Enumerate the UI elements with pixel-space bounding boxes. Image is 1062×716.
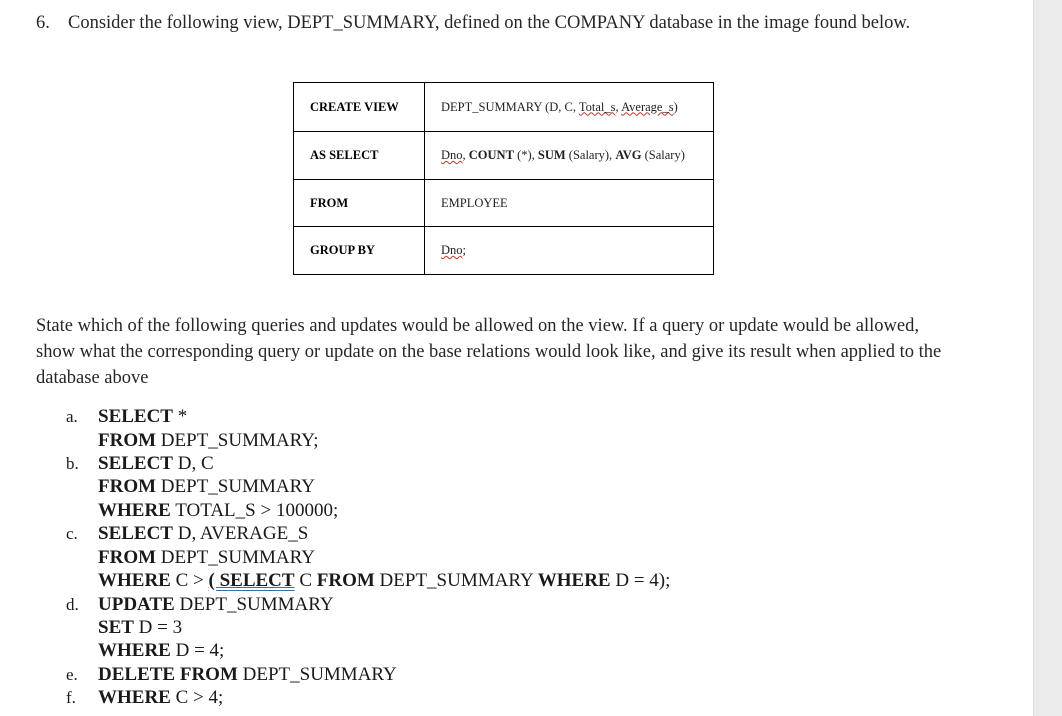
item-label: b. [66, 454, 79, 473]
table-keyword: CREATE VIEW [294, 83, 425, 132]
query-line: WHERE TOTAL_S > 100000; [98, 500, 339, 521]
table-value: DEPT_SUMMARY (D, C, Total_s, Average_s) [425, 83, 714, 132]
query-line: WHERE D = 4; [98, 640, 225, 661]
table-row [294, 180, 714, 227]
item-label: d. [66, 595, 79, 614]
table-row [294, 83, 714, 132]
table-row [294, 132, 714, 180]
query-line: DELETE FROM DEPT_SUMMARY [98, 664, 397, 685]
table-keyword: GROUP BY [294, 227, 425, 275]
query-line: FROM DEPT_SUMMARY [98, 476, 315, 497]
query-line: SET D = 3 [98, 617, 183, 638]
item-label: f. [66, 688, 76, 707]
query-line: SELECT D, C [98, 453, 214, 474]
query-line: UPDATE DEPT_SUMMARY [98, 594, 334, 615]
item-label: c. [66, 524, 78, 543]
query-line: SELECT D, AVERAGE_S [98, 523, 309, 544]
vertical-scrollbar[interactable] [1033, 0, 1062, 716]
table-row [294, 227, 714, 275]
table-value: EMPLOYEE [425, 180, 714, 227]
query-line: WHERE C > ( SELECT C FROM DEPT_SUMMARY WHERE D = 4); [98, 570, 671, 591]
view-definition-table [293, 82, 714, 275]
question-number: 6. [36, 13, 50, 33]
item-label: e. [66, 665, 78, 684]
table-keyword: FROM [294, 180, 425, 227]
question-text: Consider the following view, DEPT_SUMMARY, defined on the COMPANY database in the image found below. [68, 13, 911, 33]
table-value: Dno, COUNT (*), SUM (Salary), AVG (Salary) [425, 132, 714, 180]
query-line: FROM DEPT_SUMMARY [98, 547, 315, 568]
query-line: FROM DEPT_SUMMARY; [98, 430, 319, 451]
item-label: a. [66, 407, 78, 426]
query-line: WHERE C > 4; [98, 687, 224, 708]
table-keyword: AS SELECT [294, 132, 425, 180]
instructions-paragraph: State which of the following queries and updates would be allowed on the view. If a query or update would be allowed, show what the corresponding query or update on the base relations would look like, and give its result when applied to the database above [36, 316, 942, 388]
table-value: Dno; [425, 227, 714, 275]
query-line: SELECT * [98, 406, 188, 427]
question-6 [36, 9, 966, 37]
